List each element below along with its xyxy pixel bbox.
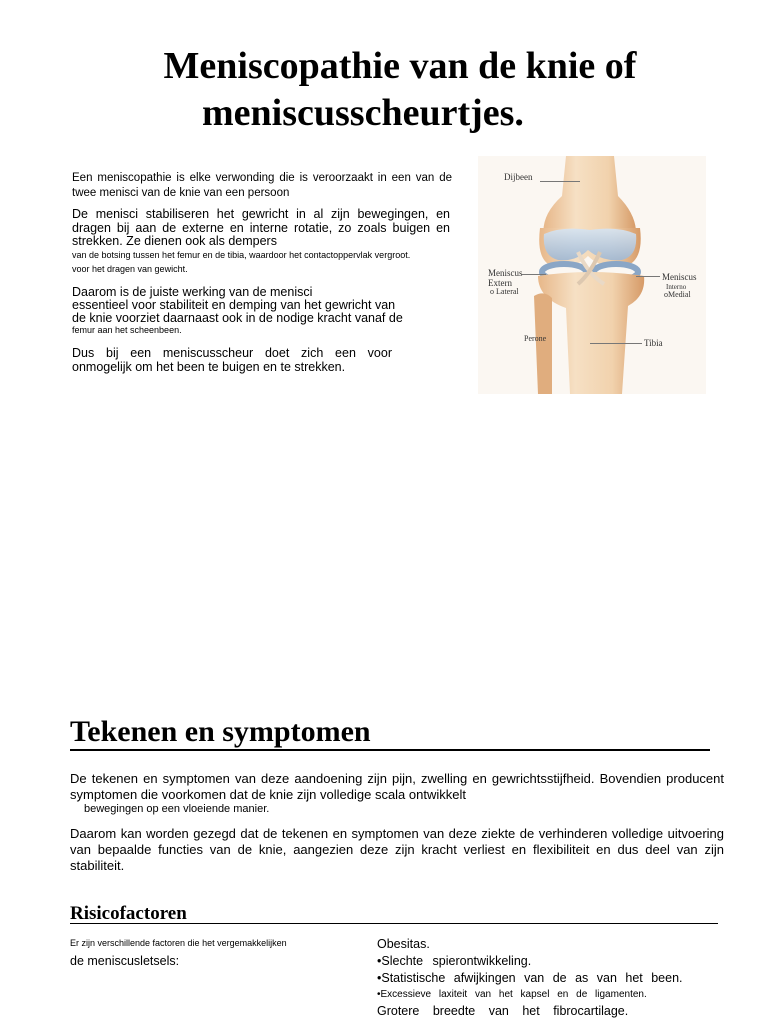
page-title-line-2: meniscusscheurtjes. [202, 92, 524, 134]
section-heading-signs: Tekenen en symptomen [70, 715, 371, 748]
femur-shape [543, 156, 636, 238]
label-tibia: Tibia [644, 338, 663, 348]
intro-paragraph-1: Een meniscopathie is elke verwonding die is veroorzaakt in een van de twee menisci van de knie van een persoon [72, 172, 452, 199]
label-meniscus-interno-3: oMedial [664, 290, 691, 299]
label-meniscus-extern-3: o Lateral [490, 287, 519, 296]
signs-paragraph-1-end: bewegingen op een vloeiende manier. [84, 803, 270, 815]
label-meniscus-interno-1: Meniscus [662, 272, 697, 282]
pointer-tibia [590, 343, 642, 344]
intro-paragraph-3-line-2: essentieel voor stabiliteit en demping van het gewricht van [72, 298, 396, 312]
pointer-meniscus-interno [636, 276, 660, 277]
risk-intro-small: Er zijn verschillende factoren die het vergemakkelijken [70, 938, 287, 948]
signs-paragraph-1: De tekenen en symptomen van deze aandoening zijn pijn, zwelling en gewrichtsstijfheid. Bovendien producent symptomen die voorkomen dat de knie zijn volledige scala ontwikkelt [70, 771, 724, 802]
intro-paragraph-4: Dus bij een meniscusscheur doet zich een voor onmogelijk om het been te buigen en te strekken. [72, 346, 392, 374]
pointer-dijbeen [540, 181, 580, 182]
heading-rule-risk [70, 923, 718, 924]
label-meniscus-interno-2: Interno [666, 283, 687, 291]
knee-anatomy-figure [478, 156, 706, 394]
intro-paragraph-3-line-1: Daarom is de juiste werking van de menisci [72, 285, 313, 299]
pointer-meniscus-extern [522, 274, 546, 275]
risk-intro-large: de meniscusletsels: [70, 954, 180, 968]
intro-paragraph-2-cont: van de botsing tussen het femur en de tibia, waardoor het contactoppervlak vergroot. [72, 250, 411, 260]
label-meniscus-extern-2: Extern [488, 278, 512, 288]
risk-factor-item: •Statistische afwijkingen van de as van het been. [377, 971, 683, 985]
label-perone: Perone [524, 334, 547, 343]
heading-rule-signs [70, 749, 710, 751]
page-title-line-1: Meniscopathie van de knie of [163, 45, 637, 87]
risk-factor-item: •Slechte spierontwikkeling. [377, 954, 532, 968]
intro-paragraph-3-line-3: de knie voorziet daarnaast ook in de nodige kracht vanaf de [72, 311, 403, 325]
risk-factor-item: Grotere breedte van het fibrocartilage. [377, 1004, 629, 1018]
risk-factor-item: •Excessieve laxiteit van het kapsel en de ligamenten. [377, 989, 647, 1000]
risk-factor-item: Obesitas. [377, 937, 430, 951]
signs-paragraph-2: Daarom kan worden gezegd dat de tekenen en symptomen van deze ziekte de verhinderen volledige uitvoering van bepaalde functies van de knie, aangezien deze zijn kracht verliest en flexibiliteit en dus deel van zijn stabiliteit. [70, 826, 724, 873]
intro-paragraph-2-end: voor het dragen van gewicht. [72, 264, 188, 274]
intro-paragraph-3-line-4: femur aan het scheenbeen. [72, 325, 182, 335]
tibia-shape [538, 272, 644, 394]
section-heading-risk: Risicofactoren [70, 903, 187, 924]
intro-paragraph-2: De menisci stabiliseren het gewricht in al zijn bewegingen, en dragen bij aan de externe en interne rotatie, zo zoals buigen en strekken. Ze dienen ook als dempers [72, 207, 450, 248]
risk-factor-list [377, 936, 739, 1020]
label-dijbeen: Dijbeen [504, 172, 533, 182]
label-meniscus-extern-1: Meniscus [488, 268, 523, 278]
